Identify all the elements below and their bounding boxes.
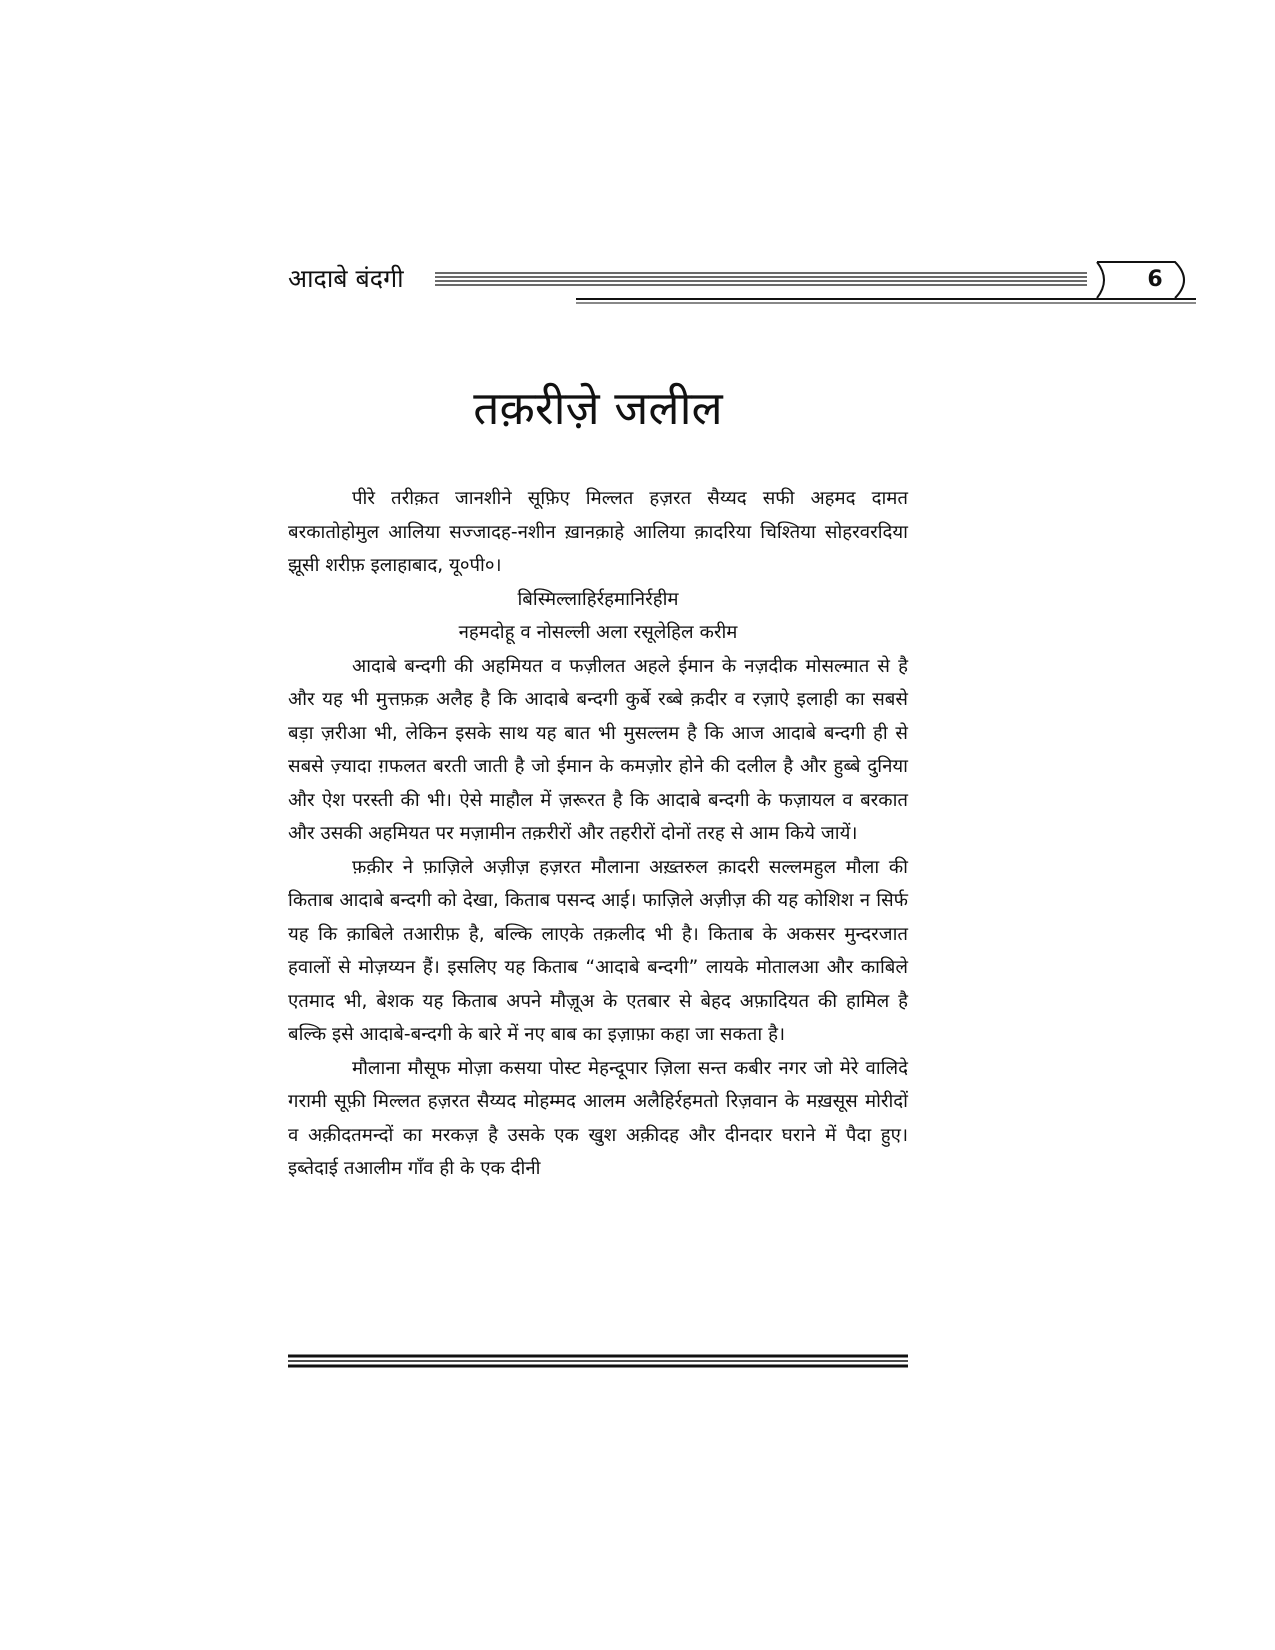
- header-rule: [435, 272, 1095, 288]
- header-underline: [576, 297, 1196, 305]
- page-number: 6: [1147, 267, 1163, 292]
- paragraph-1: आदाबे बन्दगी की अहमियत व फज़ीलत अहले ईमान के नज़दीक मोसल्मात से है और यह भी मुत्तफ़क़ अलैह है कि आदाबे बन्दगी कुर्बे रब्बे क़दीर व रज़ाऐ इलाही का सबसे बड़ा ज़रीआ भी, लेकिन इसके साथ यह बात भी मुसल्लम है कि आज आदाबे बन्दगी ही से सबसे ज़्यादा ग़फलत बरती जाती है जो ईमान के कमज़ोर होने की दलील है और हुब्बे दुनिया और ऐश परस्ती की भी। ऐसे माहौल में ज़रूरत है कि आदाबे बन्दगी के फज़ायल व बरकात और उसकी अहमियत पर मज़ामीन तक़रीरों और तहरीरों दोनों तरह से आम किये जायें।: [288, 655, 908, 844]
- intro-paragraph: पीरे तरीक़त जानशीने सूफ़िए मिल्लत हज़रत सैय्यद सफी अहमद दामत बरकातोहोमुल आलिया सज्जादह-नशीन ख़ानक़ाहे आलिया क़ादरिया चिश्तिया सोहरवरदिया झूसी शरीफ़ इलाहाबाद, यू०पी०।: [288, 488, 908, 576]
- running-header: [288, 262, 1163, 310]
- chapter-title: तक़रीज़े जलील: [473, 381, 723, 435]
- book-title: आदाबे बंदगी: [288, 264, 404, 293]
- paragraph-3: मौलाना मौसूफ मोज़ा कसया पोस्ट मेहन्दूपार ज़िला सन्त कबीर नगर जो मेरे वालिदे गरामी सूफ़ी मिल्लत हज़रत सैय्यद मोहम्मद आलम अलैहिर्रहमतो रिज़वान के मख़सूस मोरीदों व अक़ीदतमन्दों का मरकज़ है उसके एक खुश अक़ीदह और दीनदार घराने में पैदा हुए। इब्तेदाई तआलीम गाँव ही के एक दीनी: [288, 1057, 908, 1179]
- bismillah-line: बिस्मिल्लाहिर्रहमानिर्रहीम: [517, 588, 679, 610]
- footer-rule: [288, 1354, 908, 1368]
- body-text: [288, 482, 908, 1186]
- salutation-line: नहमदोहू व नोसल्ली अला रसूलेहिल करीम: [458, 622, 738, 643]
- paragraph-2: फ़क़ीर ने फ़ाज़िले अज़ीज़ हज़रत मौलाना अख़्तरुल क़ादरी सल्लमहुल मौला की किताब आदाबे बन्दगी को देखा, किताब पसन्द आई। फाज़िले अज़ीज़ की यह कोशिश न सिर्फ यह कि क़ाबिले तआरीफ़ है, बल्कि लाएके तक़लीद भी है। किताब के अकसर मुन्दरजात हवालों से मोज़य्यन हैं। इसलिए यह किताब “आदाबे बन्दगी” लायके मोतालआ और काबिले एतमाद भी, बेशक यह किताब अपने मौज़ूअ के एतबार से बेहद अफ़ादियत की हामिल है बल्कि इसे आदाबे-बन्दगी के बारे में नए बाब का इज़ाफ़ा कहा जा सकता है।: [288, 856, 908, 1045]
